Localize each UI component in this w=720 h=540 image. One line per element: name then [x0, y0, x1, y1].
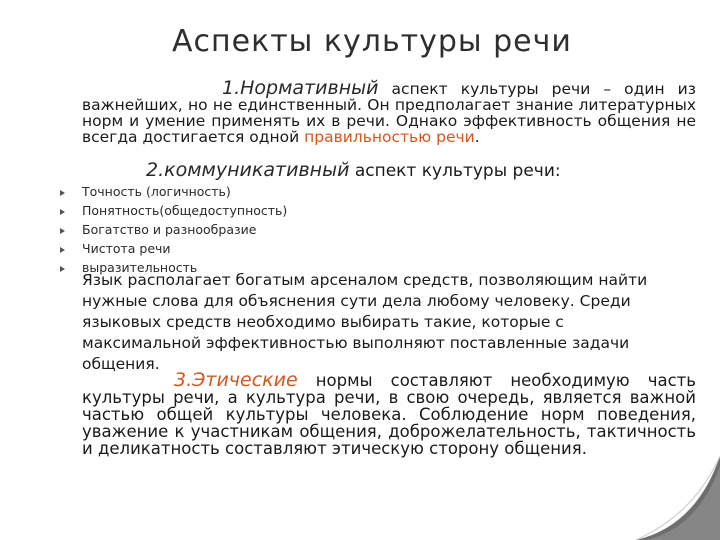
communicative-text: аспект культуры речи: [349, 161, 561, 181]
ethical-paragraph [82, 369, 696, 458]
normative-heading: 1.Нормативный [222, 77, 379, 99]
list-item [60, 220, 287, 239]
bullet-arrow-icon [60, 228, 65, 234]
bullet-arrow-icon [60, 190, 65, 196]
ethical-text: нормы составляют необходимую часть культуры речи, а культура речи, в свою очередь, является важной частью общей культуры человека. Соблюдение норм поведения, уважение к участникам общения, доброжелательность, тактичность и деликатность составляют этическую сторону общения. [82, 371, 696, 458]
bullet-text: выразительность [82, 260, 198, 275]
bullet-arrow-icon [60, 209, 65, 215]
language-paragraph: Язык располагает богатым арсеналом средств, позволяющим найти нужные слова для объяснения сути дела любому человеку. Среди языковых средств необходимо выбирать такие, которые с максимальной эффективностью выполняют поставленные задачи общения. [82, 271, 648, 373]
normative-highlight: правильностью речи [304, 128, 475, 146]
list-item [60, 239, 287, 258]
list-item [60, 182, 287, 201]
bullet-text: Богатство и разнообразие [82, 222, 257, 237]
normative-end: . [474, 128, 480, 146]
bullet-arrow-icon [60, 266, 65, 272]
normative-text: аспект культуры речи – один из важнейших, но не единственный. Он предполагает знание литературных норм и умение применять их в речи. Однако эффективность общения не всегда достигается одной [82, 80, 696, 146]
slide-title: Аспекты культуры речи [172, 24, 572, 59]
list-item [60, 201, 287, 220]
bullet-text: Чистота речи [82, 241, 171, 256]
communicative-heading: 2.коммуникативный [146, 159, 350, 181]
normative-paragraph [82, 77, 696, 146]
bullet-arrow-icon [60, 247, 65, 253]
bullet-text: Точность (логичность) [82, 184, 231, 199]
ethical-heading: 3.Этические [174, 369, 298, 391]
communicative-heading-line [146, 159, 561, 181]
communicative-bullet-list [60, 182, 287, 277]
corner-decoration [636, 456, 720, 540]
bullet-text: Понятность(общедоступность) [82, 203, 288, 218]
